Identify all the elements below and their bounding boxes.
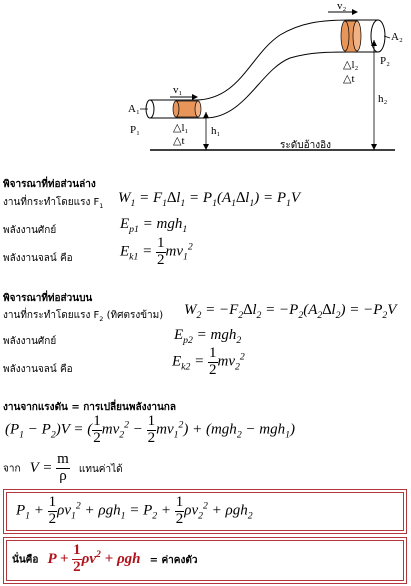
substitute-label: แทนค่าได้ — [78, 463, 123, 475]
upper-heading: พิจารณาที่ท่อส่วนบน — [3, 293, 93, 304]
density-substitution — [3, 452, 123, 485]
upper-potential-equation: $E_{p2} = mgh_2$ — [174, 327, 242, 346]
result-line — [12, 543, 197, 576]
upper-kinetic-equation: $E_{k2}$ = $\frac{1}{2}$ $mv_2^2$ — [172, 345, 245, 378]
upper-segment-face-right — [353, 21, 361, 51]
from-label: จาก — [3, 463, 21, 475]
therefore-label: นั่นคือ — [12, 554, 39, 566]
h1-label: h₁ — [211, 125, 221, 137]
bernoulli-equation: $P_1$ + $\frac{1}{2}$ $\rho v_1^2 + \rho gh_1 = P_2$ + $\frac{1}{2}$ $\rho v_2^2 + \rho gh_2$ — [16, 494, 253, 527]
lower-kinetic-label: พลังงานจลน์ คือ — [3, 253, 73, 264]
work-energy-equation: $(P_1 - P_2)V$ = ( $\frac{1}{2}$ $mv_2^2$ − $\frac{1}{2}$ $mv_1^2) + (mgh_2 - mgh_1)$ — [5, 413, 296, 446]
a2-label: A₂ — [391, 31, 403, 43]
v2-arrowhead — [352, 9, 358, 15]
p1-label: P₁ — [130, 124, 140, 136]
a1-label: A₁ — [128, 103, 140, 115]
v1-label: v₁ — [173, 84, 183, 96]
constant-label: = ค่าคงตัว — [149, 554, 198, 566]
lower-heading: พิจารณาที่ท่อส่วนล่าง — [3, 179, 96, 190]
density-equation: V = $\frac{m}{\rho}$ — [29, 451, 69, 484]
v2-label: v₂ — [337, 0, 347, 12]
v1-arrowhead — [192, 94, 198, 100]
lower-segment-face-left — [173, 101, 179, 117]
h1-arrowhead-top — [203, 112, 209, 118]
lower-work-equation: $W_1 = F_1\Delta l_1 = P_1(A_1\Delta l_1) = P_1V$ — [118, 190, 301, 209]
pipe-right-end — [371, 20, 385, 52]
h2-label: h₂ — [378, 93, 388, 105]
lower-potential-label: พลังงานศักย์ — [3, 225, 57, 236]
upper-work-equation: $W_2 = -F_2\Delta l_2 = -P_2(A_2\Delta l_2) = -P_2V$ — [184, 302, 397, 321]
upper-work-label: งานที่กระทำโดยแรง $F_2$ (ทิศตรงข้าม) — [3, 310, 164, 323]
upper-segment-face-left — [341, 21, 349, 51]
upper-kinetic-label: พลังงานจลน์ คือ — [3, 364, 73, 375]
lower-segment-face-right — [195, 101, 201, 117]
lower-kinetic-equation: $E_{k1}$ = $\frac{1}{2}$ $mv_1^2$ — [120, 235, 193, 268]
reference-level-label: ระดับอ้างอิง — [280, 140, 331, 151]
work-energy-heading: งานจากแรงดัน = การเปลี่ยนพลังงานกล — [3, 402, 176, 413]
h2-arrowhead-bottom — [371, 144, 377, 150]
dt1-label: △t — [173, 135, 185, 147]
upper-potential-label: พลังงานศักย์ — [3, 336, 57, 347]
dl2-label: △l₂ — [343, 59, 359, 71]
dt2-label: △t — [343, 73, 355, 85]
lower-potential-equation: $E_{p1} = mgh_1$ — [120, 216, 188, 235]
p2-label: P₂ — [380, 55, 390, 67]
dl1-label: △l₁ — [173, 122, 189, 134]
lower-work-label: งานที่กระทำโดยแรง $F_1$ — [3, 197, 104, 210]
h1-arrowhead-bottom — [203, 144, 209, 150]
result-equation: P + $\frac{1}{2}$ $\rho v^2 + \rho gh$ — [47, 542, 141, 575]
